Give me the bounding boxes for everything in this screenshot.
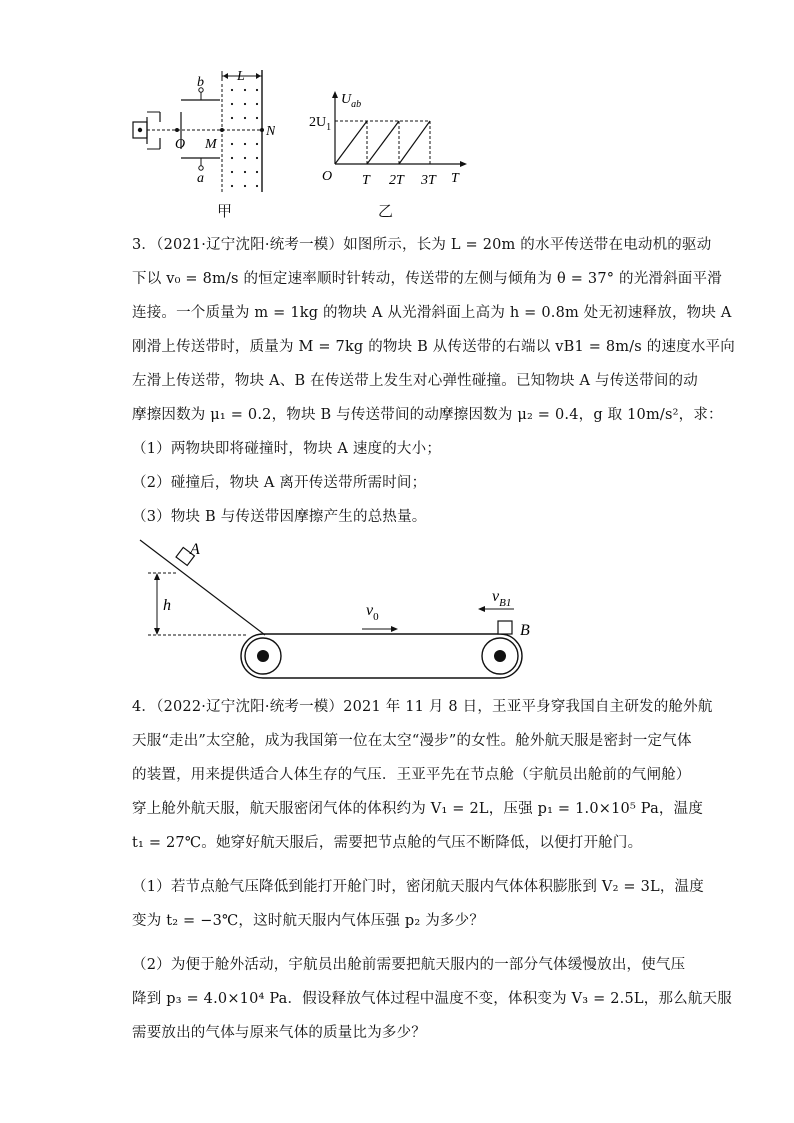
label-b: b	[197, 75, 204, 90]
origin-label: O	[322, 169, 333, 184]
svg-text:2U1	[309, 115, 331, 133]
y-tick-sub: 1	[326, 122, 332, 133]
label-M: M	[205, 137, 217, 152]
label-vb1: v	[492, 588, 500, 605]
ylabel-sub: ab	[351, 99, 362, 110]
sawtooth-segment-2	[367, 121, 399, 164]
problem-3	[132, 228, 735, 534]
problem-4-line: t₁ = 27℃。她穿好航天服后，需要把节点舱的气压不断降低，以便打开舱门。	[132, 835, 643, 851]
problem-3-line: 3．（2021·辽宁沈阳·统考一模）如图所示，长为 L = 20m 的水平传送带在电动机的驱动	[132, 237, 712, 253]
problem-4	[132, 690, 732, 1050]
problem-4-subquestion: （2）为便于舱外活动，宇航员出舱前需要把航天服内的一部分气体缓慢放出，使气压	[132, 957, 686, 973]
sawtooth-segment-1	[335, 121, 367, 164]
point-O	[175, 128, 179, 132]
label-a: A	[190, 541, 200, 558]
figure-yi	[305, 88, 470, 198]
problem-3-line: 下以 v₀ = 8m/s 的恒定速率顺时针转动，传送带的左侧与倾角为 θ = 37° 的光滑斜面平滑	[132, 271, 722, 287]
label-vb1-sub: B1	[499, 597, 512, 609]
problem-4-subquestion: 变为 t₂ = −3℃，这时航天服内气体压强 p₂ 为多少？	[132, 913, 485, 929]
svg-text:v0	[366, 602, 379, 623]
problem-3-line: 摩擦因数为 μ₁ = 0.2，物块 B 与传送带间的动摩擦因数为 μ₂ = 0.4，g 取 10m/s²，求：	[132, 407, 723, 423]
problem-4-line: 穿上舱外航天服，航天服密闭气体的体积约为 V₁ = 2L，压强 p₁ = 1.0×10⁵ Pa，温度	[132, 801, 704, 817]
figure-jia	[125, 62, 275, 232]
x-tick-1: T	[362, 173, 370, 188]
problem-4-line: 天服“走出”太空舱，成为我国第一位在太空“漫步”的女性。舱外航天服是密封一定气体	[132, 733, 692, 749]
x-axis-label: T	[451, 171, 459, 186]
label-a: a	[197, 171, 204, 186]
incline	[140, 540, 265, 635]
problem-4-subquestion: （1）若节点舱气压降低到能打开舱门时，密闭航天服内气体体积膨胀到 V₂ = 3L，温度	[132, 879, 704, 895]
label-b-block: B	[520, 622, 530, 639]
block-b	[498, 621, 512, 634]
svg-text:vB1	[492, 588, 511, 609]
problem-4-subquestion: 需要放出的气体与原来气体的质量比为多少？	[132, 1025, 426, 1041]
label-v0: v	[366, 602, 374, 619]
problem-3-line: 刚滑上传送带时，质量为 M = 7kg 的物块 B 从传送带的右端以 vB1 = 8m/s 的速度水平向	[132, 339, 735, 355]
problem-3-line: 连接。一个质量为 m = 1kg 的物块 A 从光滑斜面上高为 h = 0.8m 处无初速释放，物块 A	[132, 305, 732, 321]
problem-4-line: 的装置，用来提供适合人体生存的气压．王亚平先在节点舱（宇航员出舱前的气闸舱）	[132, 767, 691, 783]
source-dot	[138, 128, 142, 132]
ylabel: U	[341, 92, 352, 107]
problem-4-subquestion: 降到 p₃ = 4.0×10⁴ Pa．假设释放气体过程中温度不变，体积变为 V₃ = 2.5L，那么航天服	[132, 991, 732, 1007]
caption-jia: 甲	[217, 202, 233, 220]
label-O: O	[175, 137, 186, 152]
conveyor-figure	[130, 535, 550, 685]
y-tick: 2U	[309, 115, 327, 130]
problem-3-line: 左滑上传送带，物块 A、B 在传送带上发生对心弹性碰撞。已知物块 A 与传送带间的动	[132, 373, 698, 389]
x-tick-3: 3T	[421, 173, 436, 188]
problem-3-subquestion: （1）两物块即将碰撞时，物块 A 速度的大小；	[132, 441, 442, 457]
label-N: N	[266, 124, 275, 139]
label-v0-sub: 0	[373, 611, 379, 623]
label-L: L	[237, 69, 245, 84]
x-tick-2: 2T	[389, 173, 404, 188]
problem-4-line: 4．（2022·辽宁沈阳·统考一模）2021 年 11 月 8 日，王亚平身穿我国自主研发的舱外航	[132, 699, 713, 715]
caption-yi: 乙	[378, 202, 394, 220]
sawtooth-segment-3	[399, 121, 430, 164]
svg-text:Uab	[341, 92, 361, 110]
problem-3-subquestion: （2）碰撞后，物块 A 离开传送带所需时间；	[132, 475, 427, 491]
problem-3-subquestion: （3）物块 B 与传送带因摩擦产生的总热量。	[132, 509, 427, 525]
label-h: h	[163, 597, 171, 614]
